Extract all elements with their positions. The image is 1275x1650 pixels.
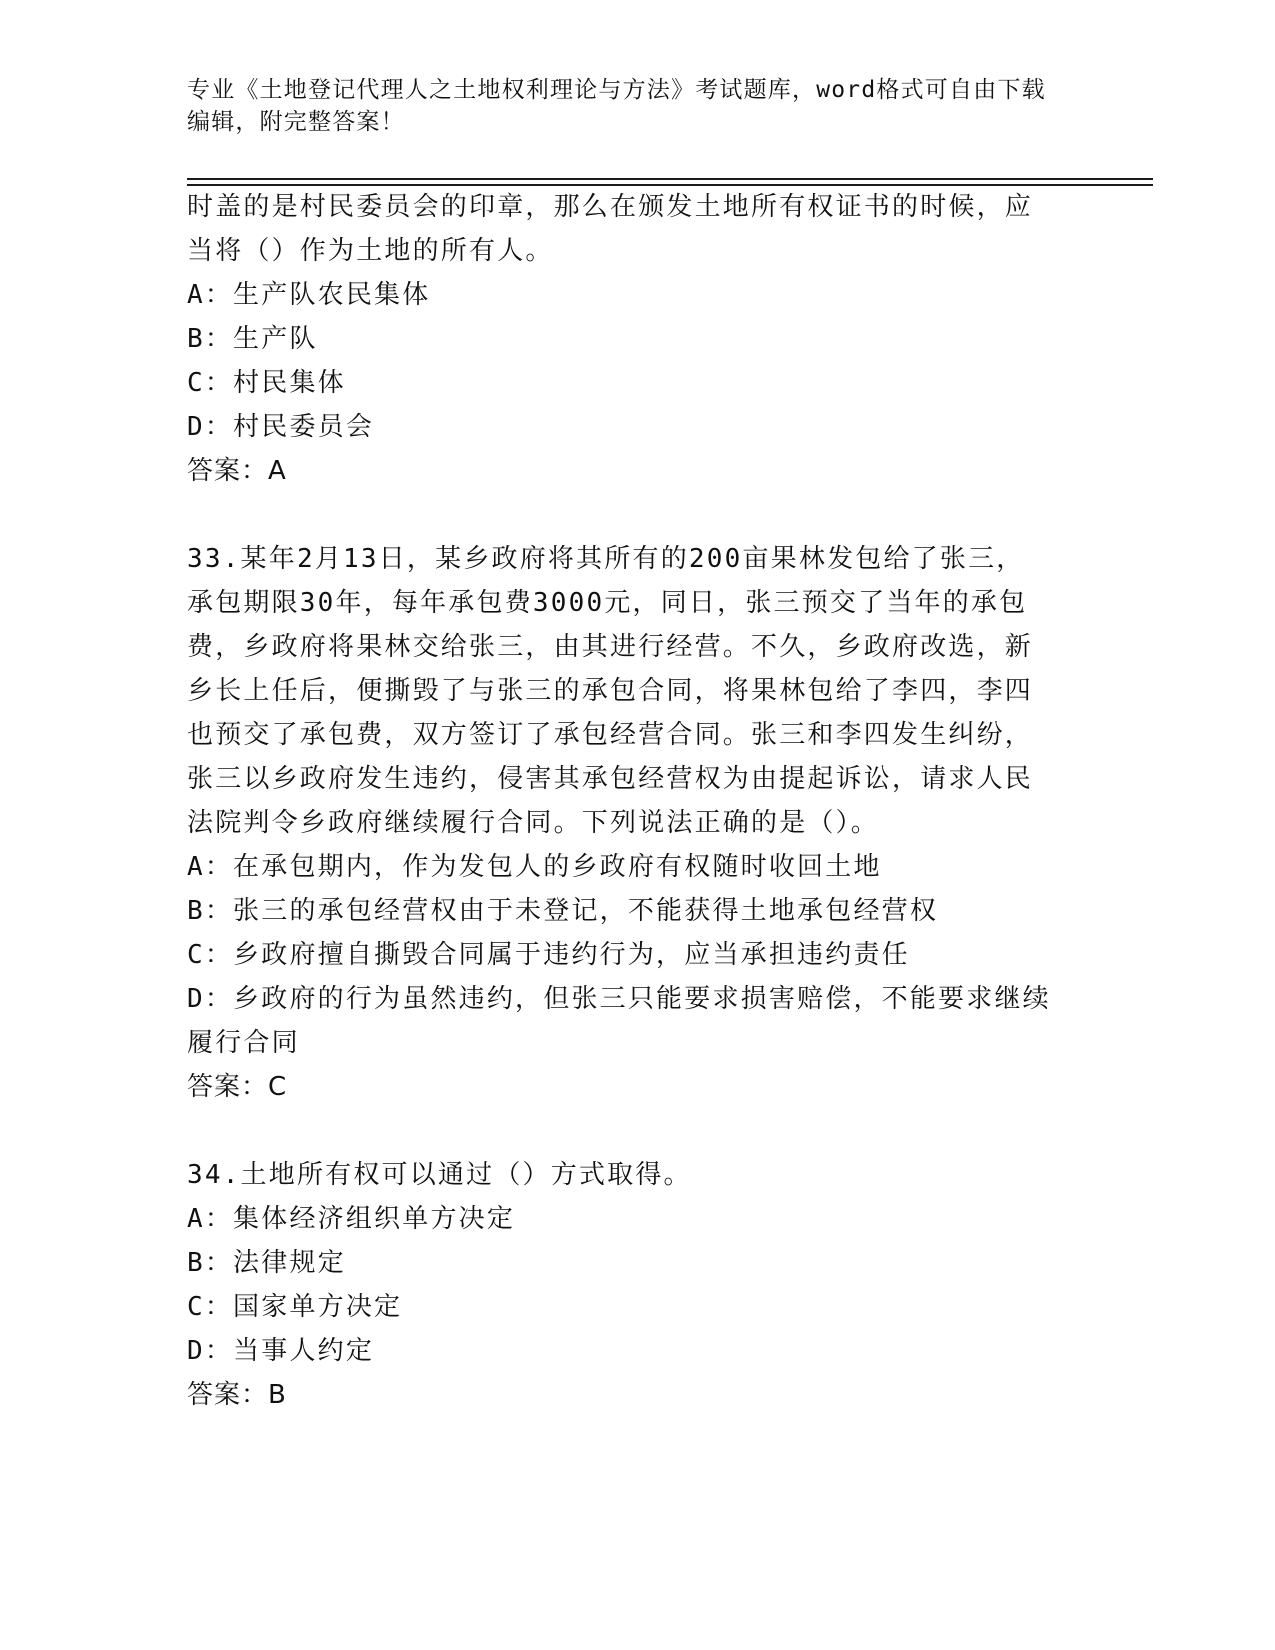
question-stem-line: 也预交了承包费，双方签订了承包经营合同。张三和李四发生纠纷， (187, 720, 1034, 750)
option-a: A：生产队农民集体 (187, 280, 431, 310)
question-stem-line: 费，乡政府将果林交给张三，由其进行经营。不久，乡政府改选，新 (187, 632, 1034, 662)
question-stem-line: 法院判令乡政府继续履行合同。下列说法正确的是（）。 (187, 808, 880, 838)
answer-label: 答案：B (187, 1380, 287, 1410)
option-a: A：在承包期内，作为发包人的乡政府有权随时收回土地 (187, 852, 882, 882)
header-line: 专业《土地登记代理人之土地权利理论与方法》考试题库，word格式可自由下载 (187, 77, 1046, 103)
header-divider-top (187, 178, 1153, 180)
option-c: C：国家单方决定 (187, 1292, 403, 1322)
option-c: C：乡政府擅自撕毁合同属于违约行为，应当承担违约责任 (187, 940, 910, 970)
option-a: A：集体经济组织单方决定 (187, 1204, 516, 1234)
question-stem-line: 34.土地所有权可以通过（）方式取得。 (187, 1160, 692, 1190)
header-divider-bottom (187, 184, 1153, 186)
question-stem-line: 乡长上任后，便撕毁了与张三的承包合同，将果林包给了李四，李四 (187, 676, 1034, 706)
option-d: D：当事人约定 (187, 1336, 375, 1366)
question-stem-line: 33.某年2月13日，某乡政府将其所有的200亩果林发包给了张三， (187, 544, 1025, 574)
option-b: B：张三的承包经营权由于未登记，不能获得土地承包经营权 (187, 896, 939, 926)
question-stem-line: 承包期限30年，每年承包费3000元，同日，张三预交了当年的承包 (187, 588, 1028, 618)
option-c: C：村民集体 (187, 368, 346, 398)
page-header (187, 74, 1067, 138)
option-b: B：法律规定 (187, 1248, 346, 1278)
header-line: 编辑，附完整答案！ (187, 109, 405, 135)
option-b: B：生产队 (187, 324, 318, 354)
option-d: D：乡政府的行为虽然违约，但张三只能要求损害赔偿，不能要求继续 (187, 984, 1051, 1014)
option-d: D：村民委员会 (187, 412, 375, 442)
question-stem-line: 当将（）作为土地的所有人。 (187, 236, 554, 266)
answer-label: 答案：A (187, 456, 287, 486)
question-stem-line: 时盖的是村民委员会的印章，那么在颁发土地所有权证书的时候，应 (187, 192, 1034, 222)
option-d-continued: 履行合同 (187, 1028, 300, 1058)
answer-label: 答案：C (187, 1072, 288, 1102)
question-stem-line: 张三以乡政府发生违约，侵害其承包经营权为由提起诉讼，请求人民 (187, 764, 1034, 794)
